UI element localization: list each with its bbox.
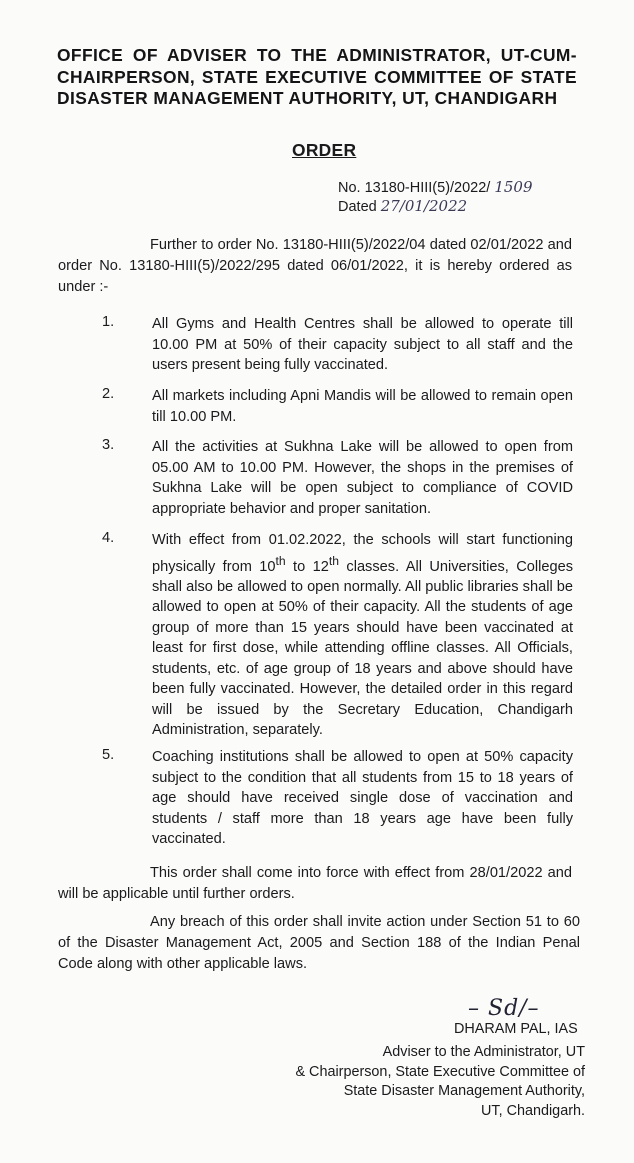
order-number-handwritten: 1509 [494,178,533,196]
signatory-name: DHARAM PAL, IAS [454,1021,578,1037]
item-text: All the activities at Sukhna Lake will be allowed to open from 05.00 AM to 10.00 PM. However, the shops in the premises of Sukhna Lake will be open subject to compliance of COVID appropriate behavior and proper sanitation. [152,439,573,517]
item-text-part-a: With effect from 01.02.2022, the schools will start functioning physically from 10 [152,532,573,575]
item-text: All Gyms and Health Centres shall be allowed to operate till 10.00 PM at 50% of their capacity subject to all staff and the users present being fully vaccinated. [152,316,573,373]
item-text [152,530,573,741]
item-number: 2. [102,386,115,402]
signature-mark: – Sd/– [468,996,540,1021]
designation-line: & Chairperson, State Executive Committee of [295,1063,585,1080]
order-title: ORDER [292,140,357,160]
office-heading: OFFICE OF ADVISER TO THE ADMINISTRATOR, UT-CUM-CHAIRPERSON, STATE EXECUTIVE COMMITTEE OF STATE DISASTER MANAGEMENT AUTHORITY, UT, CHANDIGARH [57,45,577,108]
designation-line: State Disaster Management Authority, [343,1083,585,1099]
item-number: 1. [102,314,115,330]
item-text-part-b: to 12 [285,558,329,575]
order-number-prefix: No. 13180-HIII(5)/2022/ [338,180,491,196]
item-number: 3. [102,437,115,453]
item-text: All markets including Apni Mandis will be allowed to remain open till 10.00 PM. [152,388,573,425]
superscript-th: th [275,553,286,568]
order-date [338,197,467,215]
item-number: 5. [102,747,115,763]
intro-paragraph: Further to order No. 13180-HIII(5)/2022/04 dated 02/01/2022 and order No. 13180-HIII(5)/2022/295 dated 06/01/2022, it is hereby ordered as under :- [58,237,572,295]
date-handwritten: 27/01/2022 [380,197,468,215]
order-number [338,178,533,196]
signatory-designation [295,1043,585,1121]
item-text: Coaching institutions shall be allowed to open at 50% capacity subject to the condition that all students from 15 to 18 years of age should have received single dose of vaccination and students / staff more than 18 years age have been fully vaccinated. [152,749,573,847]
designation-line: UT, Chandigarh. [481,1102,585,1119]
item-text-part-c: classes. All Universities, Colleges shall also be allowed to open normally. All public libraries shall be allowed to open at 50% of their capacity. All the students of age group of more than 15 years should have been vaccinated at least for first dose, while attending offline classes. All Officials, students, etc. of age group of 18 years and above should have been fully vaccinated. However, the detailed order in this regard will be issued by the Secretary Education, Chandigarh Administration, separately. [152,558,574,739]
superscript-th: th [328,553,339,568]
designation-line: Adviser to the Administrator, UT [382,1044,585,1060]
effective-date-paragraph: This order shall come into force with effect from 28/01/2022 and will be applicable until further orders. [58,865,572,902]
breach-paragraph: Any breach of this order shall invite action under Section 51 to 60 of the Disaster Management Act, 2005 and Section 188 of the Indian Penal Code along with other applicable laws. [58,914,580,972]
item-number: 4. [102,530,115,546]
dated-label: Dated [338,199,377,215]
